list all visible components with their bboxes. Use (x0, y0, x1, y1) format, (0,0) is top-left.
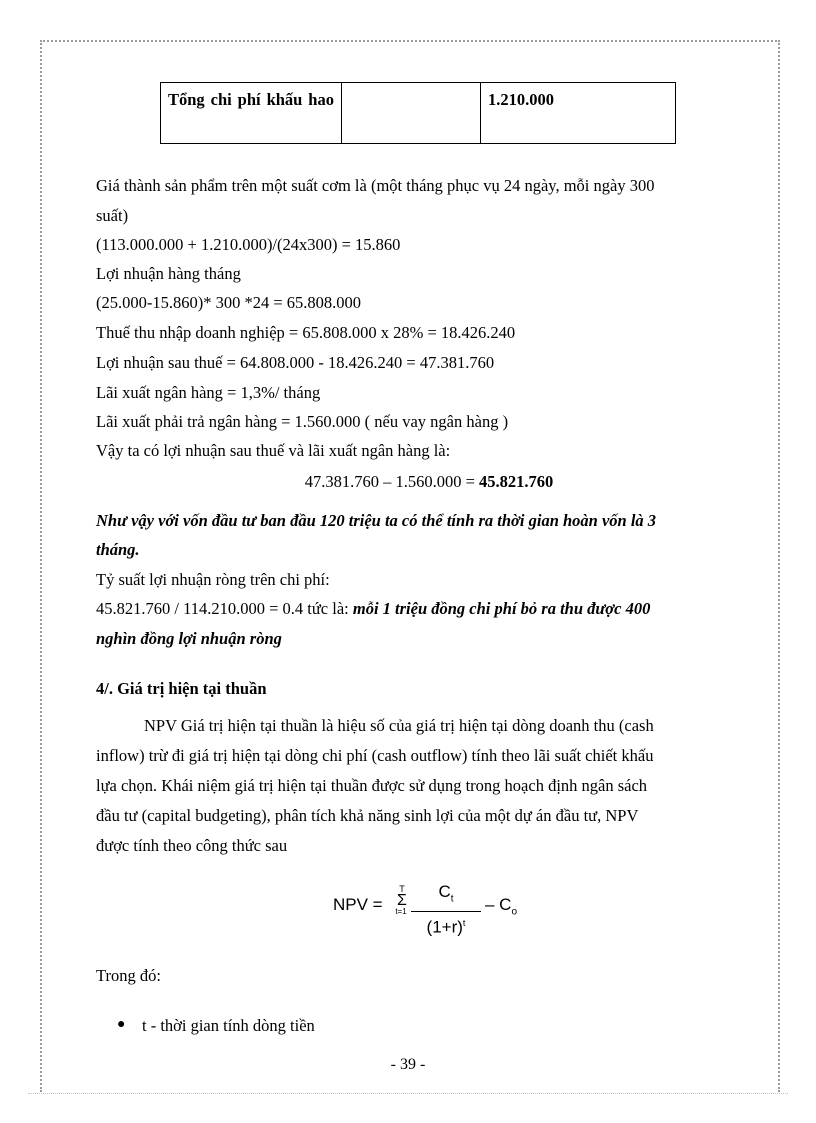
ratio-calc-line (96, 599, 650, 619)
result-value: 45.821.760 (479, 472, 554, 491)
formula-denominator (411, 912, 481, 939)
bullet-dot-icon: ● (117, 1017, 126, 1032)
body-line: Giá thành sản phẩm trên một suất cơm là (một tháng phục vụ 24 ngày, mỗi ngày 300 (96, 176, 655, 195)
sum-sign: Σ (397, 892, 407, 909)
body-line: Vậy ta có lợi nhuận sau thuế và lãi xuất ngân hàng là: (96, 441, 451, 460)
body-line: Thuế thu nhập doanh nghiệp = 65.808.000 x 28% = 18.426.240 (96, 323, 516, 342)
cost-table (160, 82, 676, 144)
denominator-exponent: t (462, 918, 466, 929)
formula-lhs: NPV = (333, 895, 383, 914)
denominator-base: (1+r) (426, 918, 463, 938)
paragraph-line: đầu tư (capital budgeting), phân tích khả năng sinh lợi của một dự án đầu tư, NPV (96, 806, 639, 825)
paragraph-line: NPV Giá trị hiện tại thuần là hiệu số của giá trị hiện tại dòng doanh thu (cash (144, 716, 654, 735)
footer-divider (28, 1093, 788, 1094)
conclusion-line-2: tháng. (96, 540, 140, 559)
body-line: Lợi nhuận hàng tháng (96, 264, 241, 283)
body-line: Lãi xuất phải trả ngân hàng = 1.560.000 ( nếu vay ngân hàng ) (96, 412, 509, 431)
body-line: (25.000-15.860)* 300 *24 = 65.808.000 (96, 293, 362, 312)
ratio-emphasis-2: nghìn đồng lợi nhuận ròng (96, 629, 282, 648)
body-line: (113.000.000 + 1.210.000)/(24x300) = 15.860 (96, 235, 401, 254)
numerator-symbol: C (438, 882, 451, 901)
result-expression: 47.381.760 – 1.560.000 = (304, 472, 480, 491)
body-line: Lợi nhuận sau thuế = 64.808.000 - 18.426.240 = 47.381.760 (96, 353, 495, 372)
cost-value-cell: 1.210.000 (481, 83, 676, 144)
body-line: Lãi xuất ngân hàng = 1,3%/ tháng (96, 383, 321, 402)
sum-lower-limit: t=1 (395, 907, 407, 916)
ratio-heading: Tỷ suất lợi nhuận ròng trên chi phí: (96, 570, 330, 589)
formula-fraction (411, 880, 481, 939)
page-frame (40, 40, 780, 1092)
result-line (96, 472, 762, 492)
conclusion-line-1: Như vậy với vốn đầu tư ban đầu 120 triệu ta có thể tính ra thời gian hoàn vốn là 3 (96, 511, 657, 530)
cost-label-cell: Tổng chi phí khấu hao (161, 83, 342, 144)
section-heading: 4/. Giá trị hiện tại thuần (96, 679, 267, 698)
tail-symbol: – C (485, 895, 512, 914)
sigma-symbol (396, 884, 408, 917)
paragraph-line: inflow) trừ đi giá trị hiện tại dòng chi phí (cash outflow) tính theo lãi suất chiết khấu (96, 746, 654, 765)
formula-tail (485, 895, 517, 917)
formula-numerator (411, 880, 481, 911)
table-row (161, 83, 676, 144)
numerator-subscript: t (450, 893, 454, 905)
tail-subscript: o (511, 906, 518, 918)
page-number: - 39 - (390, 1056, 426, 1073)
ratio-calc: 45.821.760 / 114.210.000 = 0.4 tức là: (96, 599, 353, 618)
bullet-item: t - thời gian tính dòng tiền (142, 1016, 315, 1035)
paragraph-line: được tính theo công thức sau (96, 836, 288, 855)
body-line: suất) (96, 206, 129, 225)
paragraph-line: lựa chọn. Khái niệm giá trị hiện tại thuần được sử dụng trong hoạch định ngân sách (96, 776, 648, 795)
where-label: Trong đó: (96, 966, 161, 985)
ratio-emphasis-1: mỗi 1 triệu đồng chi phí bỏ ra thu được 400 (352, 599, 651, 618)
sum-upper-limit: T (399, 884, 405, 894)
cost-middle-cell (342, 83, 481, 144)
